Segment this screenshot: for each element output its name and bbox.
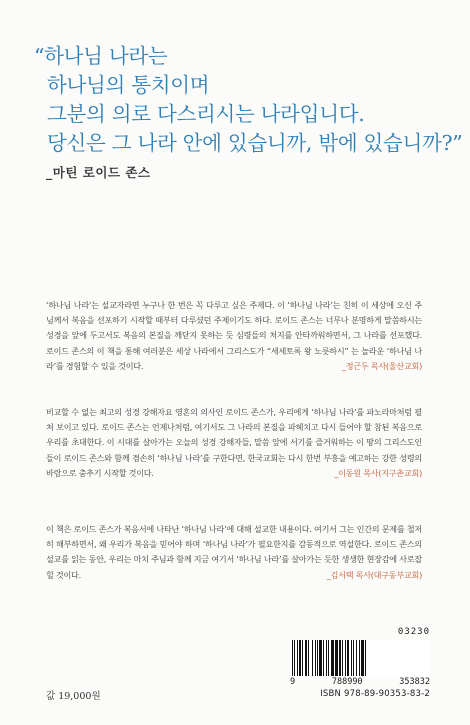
review-signature: _김서택 목사(대구동부교회): [326, 569, 422, 580]
review-text: 이 책은 로이드 존스가 복음서에 나타난 ‘하나님 나라’에 대해 설교한 내용이다. 여기서 그는 인간의 문제를 철저히 해부하면서, 왜 우리가 복음을 믿어야 하며 ‘하나님 나라’가 필요한지를 감동적으로 역설한다. 로이드 존스의 설교를 읽는 동안, 우리는 마치 주님과 함께 지금 여기서 ‘하나님 나라’를 살아가는 듯한 생생한 현장감에 사로잡힐 것이다.: [46, 524, 422, 580]
review-2: [46, 405, 422, 481]
quote-line-1: “하나님 나라는: [34, 44, 168, 68]
barcode-digit-lead: 9: [290, 677, 296, 687]
isbn-text: ISBN 978-89-90353-83-2: [320, 689, 430, 699]
barcode-stripe: [366, 640, 367, 676]
review-1: [46, 298, 422, 374]
review-3: [46, 522, 422, 583]
price-label: 값 19,000원: [46, 691, 101, 702]
barcode-digits: [290, 677, 430, 687]
review-signature: _정근두 목사(울산교회): [341, 360, 422, 371]
review-text: 비교할 수 없는 최고의 성경 강해자요 영혼의 의사인 로이드 존스가, 우리에게 ‘하나님 나라’를 파노라마처럼 펼쳐 보이고 있다. 로이드 존스는 언제나처럼, 여기서도 그 나라의 본질을 파헤치고 다시 들어야 할 참된 복음으로 우리를 초대한다. 이 시대를 살아가는 오늘의 성경 강해자들, 말씀 앞에 서기를 즐거워하는 이 땅의 그리스도인들이 로이드 존스와 함께 겸손히 ‘하나님 나라’를 구한다면, 한국교회는 다시 한번 부흥을 예고하는 강한 성령의 바람으로 춤추기 시작할 것이다.: [46, 407, 422, 478]
isbn-barcode: [290, 627, 430, 699]
pull-quote: [34, 42, 464, 158]
quote-line-4: 당신은 그 나라 안에 있습니까, 밖에 있습니까?”: [47, 131, 463, 155]
review-signature: _이동원 목사(지구촌교회): [334, 467, 422, 478]
barcode-digits-left: 788990: [331, 677, 363, 687]
barcode-digits-right: 353832: [399, 677, 430, 687]
review-text: ‘하나님 나라’는 설교자라면 누구나 한 번은 꼭 다루고 싶은 주제다. 이 ‘하나님 나라’는 친히 이 세상에 오신 주님께서 복음을 선포하기 시작할 때부터 다루셨던 주제이기도 하다. 로이드 존스는 너무나 분명하게 말씀하시는 성경을 앞에 두고서도 복음의 본질을 깨닫지 못하는 듯 심령들의 처지를 안타까워하면서, 그 나라를 선포했다. 로이드 존스의 이 책을 통해 여러분은 세상 나라에서 그리스도가 “세세토록 왕 노릇하시” 는 놀라운 ‘하나님 나라’를 경험할 수 있을 것이다.: [46, 300, 422, 371]
barcode-addon-number: 03230: [397, 627, 430, 637]
quote-line-3: 그분의 의로 다스리시는 나라입니다.: [47, 102, 365, 126]
barcode-bars: [290, 640, 430, 676]
quote-line-2: 하나님의 통치이며: [47, 73, 210, 97]
quote-author: _마틴 로이드 존스: [46, 165, 151, 180]
